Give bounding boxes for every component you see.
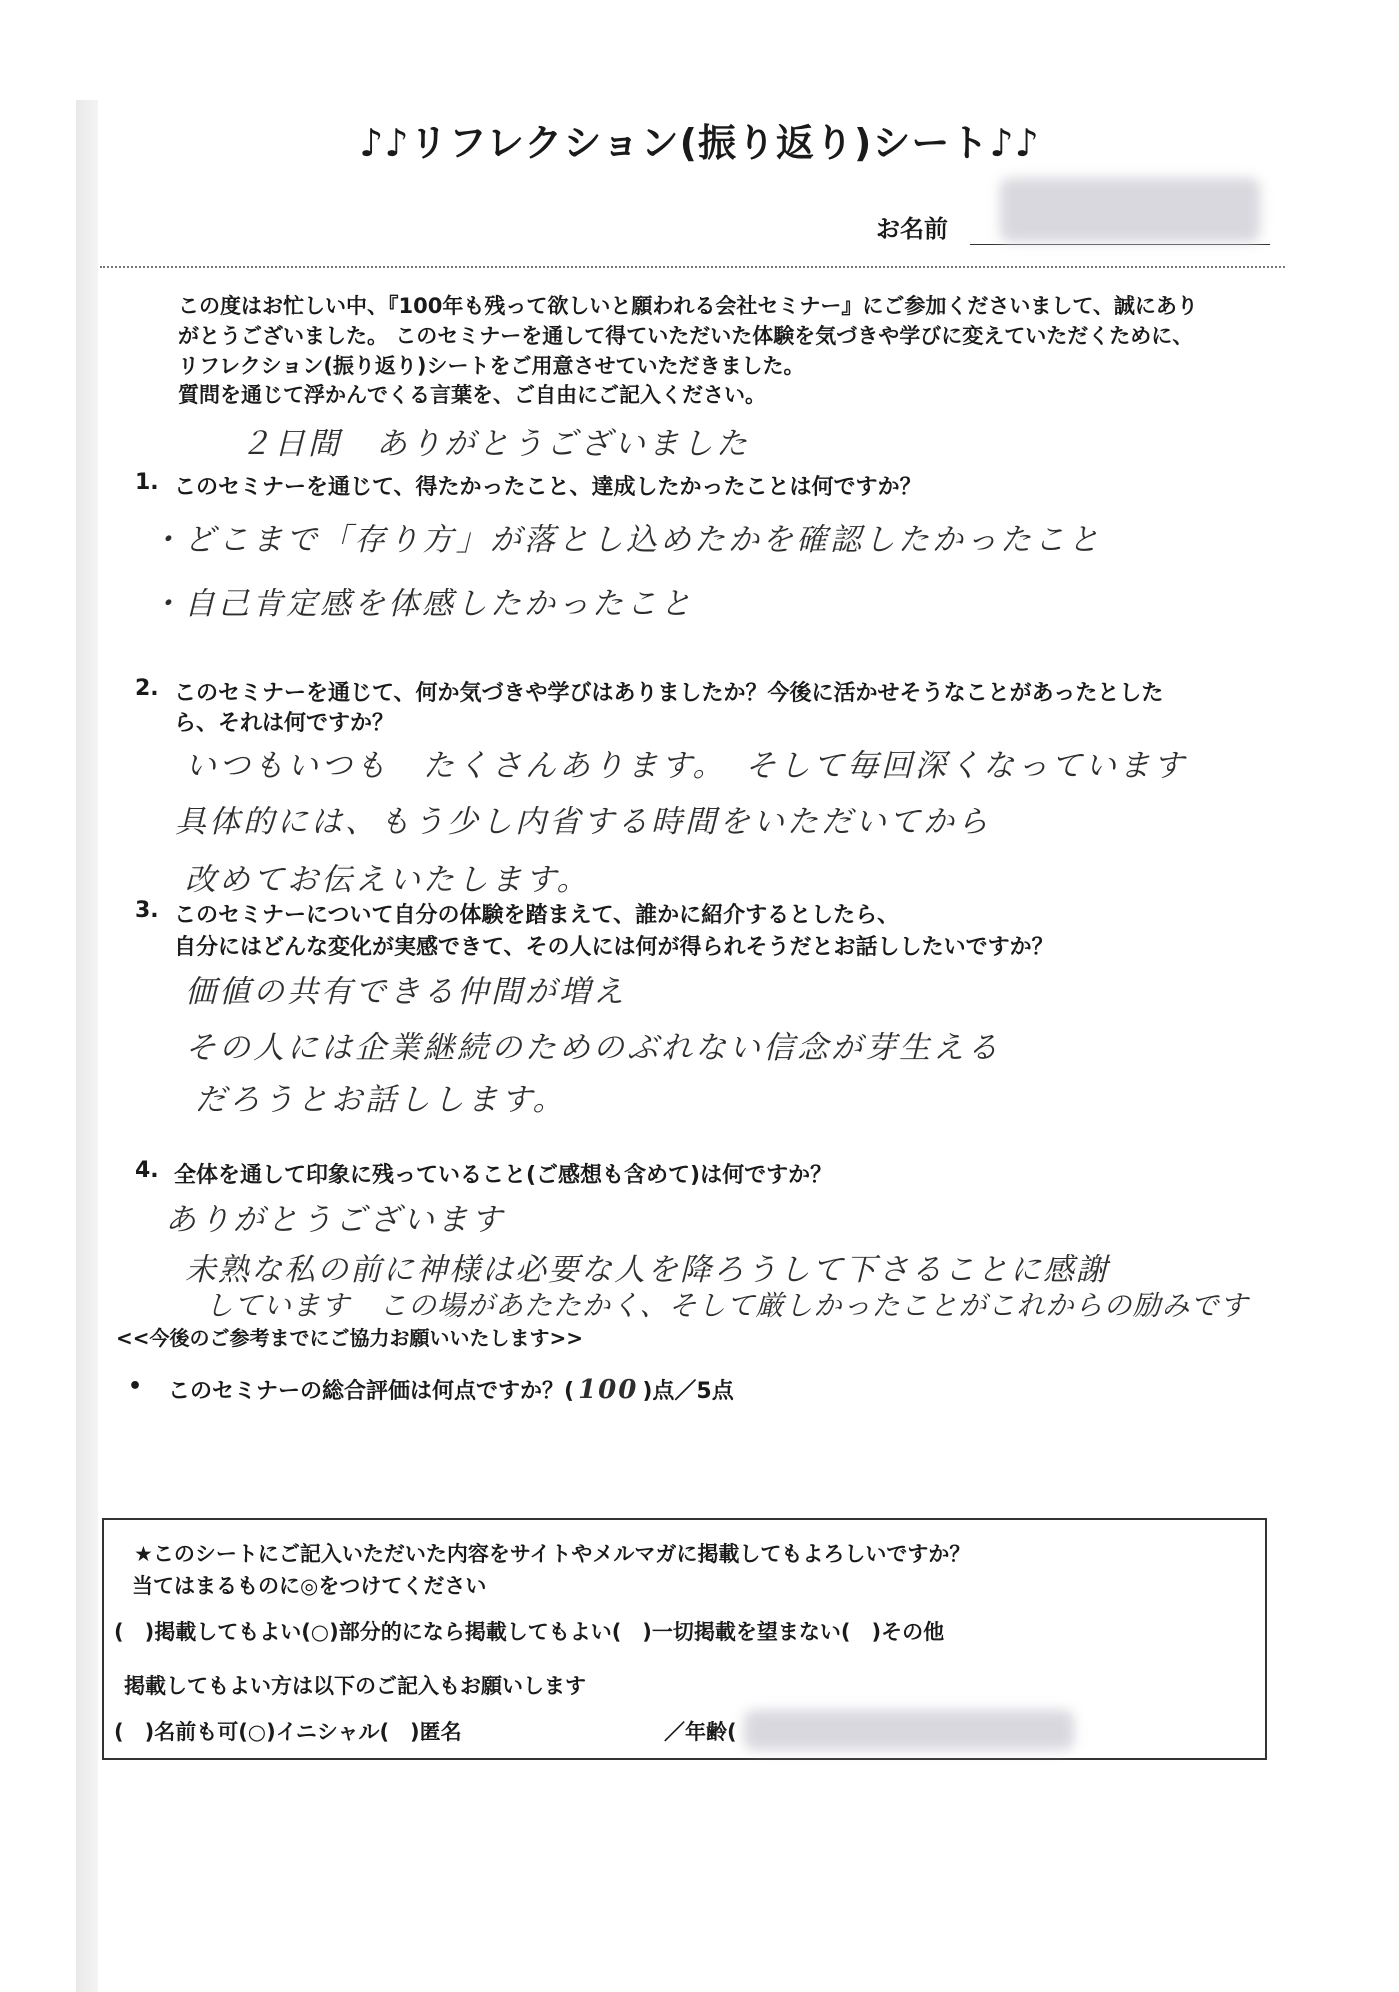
rating-question: [168, 1374, 734, 1405]
intro-line: がとうございました。 このセミナーを通して得ていただいた体験を気づきや学びに変えていただくために、: [178, 324, 1194, 348]
question-text: 全体を通して印象に残っていること(ご感想も含めて)は何ですか？: [174, 1163, 833, 1188]
handwritten-answer: だろうとお話しします。: [195, 1082, 567, 1118]
rating-bullet: •: [128, 1374, 143, 1399]
question-number: 2.: [135, 676, 159, 701]
question-number: 3.: [135, 898, 159, 923]
question-text: このセミナーを通じて、得たかったこと、達成したかったことは何ですか？: [174, 475, 922, 500]
consent-followup: 掲載してもよい方は以下のご記入もお願いします: [124, 1674, 586, 1698]
scan-margin-shadow: [76, 100, 98, 1992]
handwritten-answer: しています この場があたたかく、そして厳しかったことがこれからの励みです: [205, 1289, 1249, 1322]
question-text: このセミナーについて自分の体験を踏まえて、誰かに紹介するとしたら、: [174, 903, 900, 928]
consent-box: [102, 1518, 1267, 1760]
intro-line: リフレクション(振り返り)シートをご用意させていただきました。: [178, 354, 805, 378]
intro-line: この度はお忙しい中、『100年も残って欲しいと願われる会社セミナー』にご参加くださいまして、誠にあり: [178, 294, 1198, 318]
consent-options: ( )掲載してもよい(○)部分的になら掲載してもよい( )一切掲載を望まない( )その他: [114, 1620, 945, 1644]
handwritten-answer: 未熟な私の前に神様は必要な人を降ろうして下さることに感謝: [185, 1252, 1109, 1288]
intro-line: 質問を通じて浮かんでくる言葉を、ご自由にご記入ください。: [178, 383, 766, 407]
handwritten-answer: ありがとうございます: [165, 1202, 505, 1238]
rating-suffix: )点／5点: [642, 1379, 734, 1404]
name-display-options: ( )名前も可(○)イニシャル( )匿名: [114, 1720, 462, 1744]
consent-instruction: 当てはまるものに◎をつけてください: [132, 1574, 487, 1598]
cooperation-note: <<今後のご参考までにご協力お願いいたします>>: [116, 1326, 584, 1350]
sheet-title: ♪♪リフレクション(振り返り)シート♪♪: [359, 121, 1040, 165]
question-number: 4.: [135, 1158, 159, 1183]
age-label: ／年齢(: [664, 1720, 737, 1744]
redacted-name: [1000, 178, 1260, 242]
redacted-age-occupation: [744, 1710, 1074, 1750]
handwritten-answer: ・どこまで「存り方」が落とし込めたかを確認したかったこと: [150, 522, 1102, 558]
question-text: 自分にはどんな変化が実感できて、その人には何が得られそうだとお話ししたいですか？: [174, 935, 1054, 960]
handwritten-answer: 具体的には、もう少し内省する時間をいただいてから: [175, 804, 991, 840]
handwritten-answer: ・自己肯定感を体感したかったこと: [150, 586, 694, 622]
handwritten-answer: 改めてお伝えいたします。: [185, 862, 591, 898]
question-text: ら、それは何ですか？: [174, 711, 395, 736]
name-underline: [970, 244, 1270, 245]
handwritten-answer: 価値の共有できる仲間が増え: [185, 974, 627, 1010]
rating-prefix: このセミナーの総合評価は何点ですか？(: [168, 1379, 575, 1404]
handwritten-answer: その人には企業継続のためのぶれない信念が芽生える: [185, 1030, 1001, 1066]
question-number: 1.: [135, 470, 159, 495]
dotted-divider: [100, 266, 1285, 268]
question-text: このセミナーを通じて、何か気づきや学びはありましたか？今後に活かせそうなことがあったとした: [174, 681, 1164, 706]
handwritten-answer: いつもいつも たくさんあります。 そして毎回深くなっています: [185, 748, 1188, 784]
rating-value: 100: [578, 1375, 639, 1405]
intro-handwritten-answer: ２日間 ありがとうございました: [240, 426, 750, 462]
consent-question: ★このシートにご記入いただいた内容をサイトやメルマガに掲載してもよろしいですか？: [134, 1542, 971, 1566]
name-label: お名前: [876, 215, 948, 243]
